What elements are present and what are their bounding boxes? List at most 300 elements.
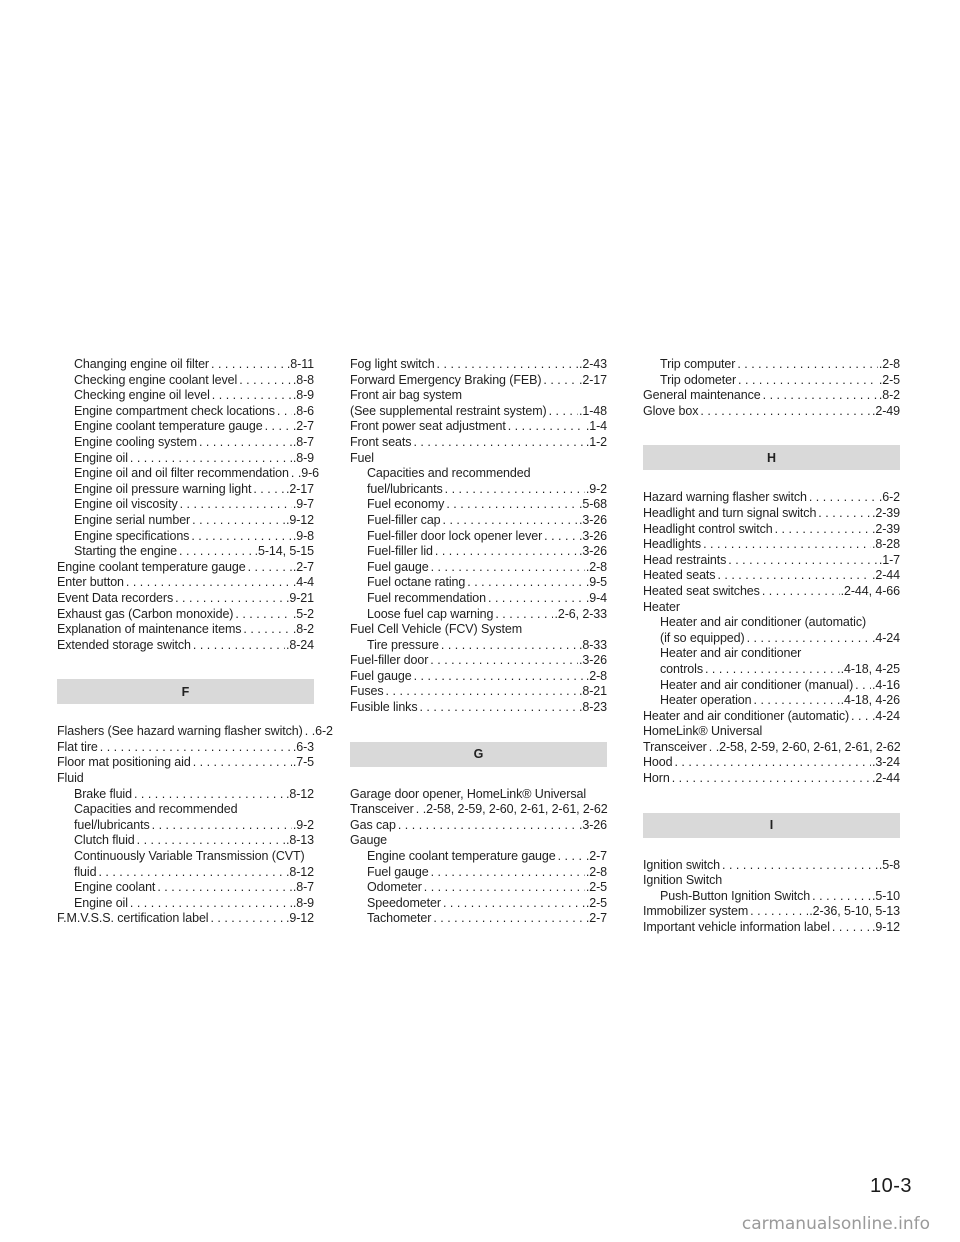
index-subentry — [57, 787, 314, 803]
entry-page-ref: .2-39 — [872, 505, 900, 520]
entry-text: Fluid — [57, 771, 84, 786]
index-entry — [350, 404, 607, 420]
entry-text: Immobilizer system — [643, 904, 749, 919]
entry-page-ref: .8-2 — [292, 622, 314, 637]
entry-page-ref: .4-24 — [872, 708, 900, 723]
entry-text: General maintenance — [643, 388, 761, 403]
index-entry — [57, 755, 314, 771]
index-entry — [350, 700, 607, 716]
index-entry — [643, 568, 900, 584]
entry-page-ref: .8-9 — [292, 895, 314, 910]
index-entry — [643, 771, 900, 787]
dot-leader — [431, 865, 585, 881]
entry-text: Fuel — [350, 450, 374, 465]
index-entry — [57, 771, 314, 787]
dot-leader — [175, 591, 285, 607]
index-subentry — [57, 497, 314, 513]
index-subentry — [57, 404, 314, 420]
entry-page-ref: .5-8 — [878, 857, 900, 872]
dot-leader — [419, 700, 578, 716]
entry-page-ref: .3-26 — [579, 653, 607, 668]
entry-text: Flashers (See hazard warning flasher switch) — [57, 724, 303, 739]
entry-text: Important vehicle information label — [643, 920, 830, 935]
index-subentry — [350, 575, 607, 591]
dot-leader — [243, 622, 291, 638]
entry-text: Trip computer — [660, 357, 736, 371]
index-subentry — [350, 560, 607, 576]
entry-text: Fuel gauge — [350, 668, 412, 683]
entry-text: Changing engine oil filter — [74, 357, 209, 371]
entry-text: Fuel-filler cap — [367, 512, 441, 527]
dot-leader — [446, 497, 578, 513]
entry-page-ref: .8-23 — [579, 700, 607, 715]
entry-text: Engine cooling system — [74, 434, 197, 449]
entry-page-ref: .9-7 — [292, 497, 314, 512]
dot-leader — [488, 591, 585, 607]
dot-leader — [235, 607, 291, 623]
entry-text: Brake fluid — [74, 786, 132, 801]
entry-text: Fuel recommendation — [367, 590, 486, 605]
entry-text: Ignition switch — [643, 857, 721, 872]
index-entry — [57, 724, 333, 740]
entry-page-ref: .8-6 — [292, 403, 314, 418]
entry-page-ref: .4-18, 4-25 — [840, 661, 900, 676]
entry-text: Event Data recorders — [57, 590, 174, 605]
dot-leader — [738, 373, 878, 389]
entry-page-ref: .5-10 — [872, 888, 900, 903]
index-entry — [350, 802, 607, 818]
dot-leader — [674, 755, 871, 771]
entry-text: fuel/lubricants — [367, 481, 443, 496]
entry-page-ref: .3-24 — [872, 755, 900, 770]
dot-leader — [398, 818, 578, 834]
entry-page-ref: .3-26 — [579, 544, 607, 559]
dot-leader — [508, 419, 585, 435]
entry-page-ref: .2-5 — [878, 372, 900, 387]
entry-text: Push-Button Ignition Switch — [660, 888, 811, 903]
index-subentry — [643, 357, 900, 373]
index-entry — [643, 724, 900, 740]
entry-text: Gas cap — [350, 817, 396, 832]
index-subentry — [643, 662, 900, 678]
entry-page-ref: .2-49 — [872, 403, 900, 418]
entry-page-ref: .2-7 — [292, 419, 314, 434]
entry-page-ref: .5-68 — [579, 497, 607, 512]
entry-page-ref: .9-4 — [585, 590, 607, 605]
entry-text: Transceiver — [643, 739, 707, 754]
index-entry — [57, 575, 314, 591]
index-subentry — [350, 466, 607, 482]
entry-text: Engine coolant temperature gauge — [367, 849, 556, 864]
entry-text: Engine coolant temperature gauge — [57, 559, 246, 574]
dot-leader — [157, 880, 292, 896]
entry-text: Transceiver — [350, 802, 414, 817]
entry-text: Engine serial number — [74, 512, 191, 527]
index-entry — [350, 833, 607, 849]
entry-page-ref: .9-12 — [286, 512, 314, 527]
index-entry — [643, 490, 900, 506]
entry-text: (if so equipped) — [660, 630, 745, 645]
index-subentry — [57, 466, 320, 482]
entry-text: Front air bag system — [350, 388, 462, 403]
entry-page-ref: .8-7 — [292, 434, 314, 449]
index-entry — [57, 560, 314, 576]
entry-text: Trip odometer — [660, 372, 737, 387]
entry-page-ref: .2-17 — [579, 372, 607, 387]
entry-page-ref: .1-2 — [585, 434, 607, 449]
entry-page-ref: .8-9 — [292, 450, 314, 465]
index-entry — [643, 709, 900, 725]
entry-page-ref: .3-26 — [579, 512, 607, 527]
entry-text: Heater and air conditioner (automatic) — [643, 708, 850, 723]
entry-text: Heated seats — [643, 568, 716, 583]
entry-page-ref: .9-8 — [292, 528, 314, 543]
entry-page-ref: .8-7 — [292, 880, 314, 895]
dot-leader — [130, 451, 292, 467]
dot-leader — [386, 684, 578, 700]
entry-text: Speedometer — [367, 895, 441, 910]
entry-page-ref: .6-3 — [292, 739, 314, 754]
entry-page-ref: .4-24 — [872, 630, 900, 645]
entry-page-ref: .2-44 — [872, 771, 900, 786]
index-entry — [57, 607, 314, 623]
section-letter-f — [57, 679, 314, 704]
site-watermark: carmanualsonline.info — [741, 1214, 930, 1234]
entry-text: Headlight control switch — [643, 521, 773, 536]
entry-text: Fuel Cell Vehicle (FCV) System — [350, 622, 523, 637]
dot-leader — [134, 787, 285, 803]
entry-text: Fuel octane rating — [367, 575, 466, 590]
dot-leader — [775, 522, 871, 538]
index-subentry — [350, 638, 607, 654]
entry-page-ref: .8-12 — [286, 786, 314, 801]
entry-text: Extended storage switch — [57, 637, 191, 652]
index-subentry — [57, 865, 314, 881]
entry-page-ref: .2-7 — [292, 559, 314, 574]
entry-text: Front seats — [350, 434, 412, 449]
dot-leader — [832, 920, 871, 936]
entry-text: Fuel economy — [367, 497, 445, 512]
index-subentry — [350, 880, 607, 896]
index-subentry — [350, 591, 607, 607]
index-entry — [643, 740, 900, 756]
entry-page-ref: .8-9 — [292, 388, 314, 403]
section-letter-label: I — [769, 818, 774, 833]
entry-text: Exhaust gas (Carbon monoxide) — [57, 606, 234, 621]
dot-leader — [130, 896, 292, 912]
index-subentry — [350, 529, 607, 545]
entry-page-ref: .9-12 — [872, 920, 900, 935]
dot-leader — [705, 662, 840, 678]
dot-leader — [703, 537, 871, 553]
index-subentry — [57, 849, 314, 865]
index-subentry — [57, 802, 314, 818]
entry-text: controls — [660, 661, 703, 676]
dot-leader — [441, 638, 578, 654]
entry-text: Tachometer — [367, 911, 432, 926]
entry-page-ref: .8-28 — [872, 537, 900, 552]
index-subentry — [57, 833, 314, 849]
dot-leader — [199, 435, 292, 451]
entry-page-ref: .2-7 — [585, 849, 607, 864]
index-column-2 — [350, 357, 607, 927]
entry-text: fluid — [74, 864, 97, 879]
dot-leader — [549, 404, 578, 420]
index-subentry — [643, 615, 900, 631]
dot-leader — [211, 357, 286, 373]
entry-page-ref: .2-8 — [585, 864, 607, 879]
dot-leader — [430, 653, 578, 669]
index-subentry — [57, 880, 314, 896]
dot-leader — [495, 607, 553, 623]
index-subentry — [643, 678, 900, 694]
dot-leader — [443, 513, 578, 529]
dot-leader — [812, 889, 871, 905]
dot-leader — [818, 506, 871, 522]
index-subentry — [350, 513, 607, 529]
index-entry — [57, 638, 314, 654]
entry-page-ref: .2-58, 2-59, 2-60, 2-61, 2-61, 2-62 — [715, 739, 901, 754]
index-entry — [350, 373, 607, 389]
entry-text: Odometer — [367, 880, 422, 895]
section-letter-i — [643, 813, 900, 838]
entry-text: Fusible links — [350, 700, 418, 715]
index-subentry — [643, 373, 900, 389]
entry-page-ref: .9-5 — [585, 575, 607, 590]
entry-page-ref: .2-7 — [585, 911, 607, 926]
dot-leader — [253, 482, 285, 498]
entry-page-ref: .8-24 — [286, 637, 314, 652]
dot-leader — [179, 544, 254, 560]
dot-leader — [431, 560, 585, 576]
index-subentry — [643, 646, 900, 662]
entry-page-ref: .9-2 — [292, 817, 314, 832]
dot-leader — [700, 404, 871, 420]
index-subentry — [350, 607, 607, 623]
index-subentry — [57, 529, 314, 545]
dot-leader — [414, 669, 585, 685]
entry-text: Clutch fluid — [74, 833, 135, 848]
index-subentry — [57, 357, 314, 373]
entry-text: Engine oil viscosity — [74, 497, 178, 512]
dot-leader — [265, 419, 292, 435]
entry-page-ref: .2-43 — [579, 357, 607, 371]
index-entry — [643, 553, 900, 569]
entry-page-ref: .8-13 — [286, 833, 314, 848]
entry-text: Fog light switch — [350, 357, 435, 371]
entry-text: Engine oil — [74, 895, 128, 910]
index-entry — [350, 787, 607, 803]
index-subentry — [350, 896, 607, 912]
entry-text: Floor mat positioning aid — [57, 755, 191, 770]
entry-text: Engine oil and oil filter recommendation — [74, 466, 289, 481]
entry-text: Glove box — [643, 403, 699, 418]
entry-text: Front power seat adjustment — [350, 419, 506, 434]
dot-leader — [762, 584, 840, 600]
dot-leader — [445, 482, 585, 498]
dot-leader — [855, 678, 871, 694]
index-subentry — [57, 419, 314, 435]
entry-page-ref: .2-36, 5-10, 5-13 — [809, 904, 900, 919]
dot-leader — [437, 357, 578, 373]
dot-leader — [809, 490, 878, 506]
index-entry — [350, 435, 607, 451]
entry-text: Checking engine oil level — [74, 388, 210, 403]
entry-text: Engine coolant — [74, 880, 156, 895]
index-entry — [643, 506, 900, 522]
entry-page-ref: .8-8 — [292, 372, 314, 387]
dot-leader — [424, 880, 585, 896]
dot-leader — [126, 575, 292, 591]
dot-leader — [137, 833, 285, 849]
dot-leader — [443, 896, 585, 912]
dot-leader — [763, 388, 878, 404]
dot-leader — [722, 858, 878, 874]
entry-page-ref: .9-2 — [585, 481, 607, 496]
entry-text: (See supplemental restraint system) — [350, 403, 547, 418]
index-entry — [643, 873, 900, 889]
entry-page-ref: .4-16 — [872, 677, 900, 692]
entry-text: Enter button — [57, 575, 124, 590]
index-entry — [643, 858, 900, 874]
entry-page-ref: .2-8 — [585, 668, 607, 683]
index-subentry — [350, 911, 607, 927]
entry-text: Fuel-filler door lock opener lever — [367, 528, 543, 543]
section-letter-h — [643, 445, 900, 470]
entry-page-ref: .9-12 — [286, 911, 314, 926]
index-entry — [57, 911, 314, 927]
dot-leader — [248, 560, 292, 576]
entry-text: Heater operation — [660, 693, 752, 708]
entry-page-ref: .9-21 — [286, 590, 314, 605]
index-entry — [350, 622, 607, 638]
dot-leader — [544, 529, 578, 545]
entry-page-ref: .8-12 — [286, 864, 314, 879]
entry-page-ref: .5-14, 5-15 — [254, 544, 314, 559]
entry-text: fuel/lubricants — [74, 817, 150, 832]
entry-page-ref: .2-44 — [872, 568, 900, 583]
entry-text: Hazard warning flasher switch — [643, 490, 807, 505]
entry-page-ref: .1-48 — [579, 403, 607, 418]
entry-page-ref: .2-8 — [878, 357, 900, 371]
index-entry — [643, 537, 900, 553]
index-subentry — [57, 896, 314, 912]
section-letter-label: H — [766, 450, 777, 465]
index-entry — [643, 920, 900, 936]
entry-page-ref: .6-2 — [311, 724, 333, 739]
entry-text: Hood — [643, 755, 673, 770]
dot-leader — [191, 529, 292, 545]
index-column-1 — [57, 357, 333, 927]
entry-text: Garage door opener, HomeLink® Universal — [350, 786, 586, 801]
dot-leader — [750, 904, 808, 920]
entry-text: Heater and air conditioner (manual) — [660, 677, 854, 692]
entry-text: Ignition Switch — [643, 873, 723, 888]
entry-page-ref: .8-11 — [286, 357, 314, 371]
dot-leader — [192, 513, 285, 529]
entry-page-ref: .2-58, 2-59, 2-60, 2-61, 2-61, 2-62 — [422, 802, 608, 817]
dot-leader — [754, 693, 840, 709]
entry-text: Capacities and recommended — [367, 466, 531, 481]
entry-text: Fuses — [350, 684, 384, 699]
entry-page-ref: .2-5 — [585, 895, 607, 910]
index-subentry — [57, 451, 314, 467]
index-entry — [350, 653, 607, 669]
index-subentry — [350, 865, 607, 881]
entry-page-ref: .2-17 — [286, 481, 314, 496]
index-subentry — [57, 435, 314, 451]
entry-page-ref: .4-4 — [292, 575, 314, 590]
dot-leader — [180, 497, 292, 513]
dot-leader — [672, 771, 871, 787]
entry-page-ref: .2-44, 4-66 — [840, 583, 900, 598]
entry-text: Forward Emergency Braking (FEB) — [350, 372, 542, 387]
entry-page-ref: .6-2 — [878, 490, 900, 505]
index-subentry — [350, 482, 607, 498]
entry-page-ref: .1-4 — [585, 419, 607, 434]
index-subentry — [350, 544, 607, 560]
index-subentry — [57, 818, 314, 834]
entry-text: Loose fuel cap warning — [367, 606, 494, 621]
entry-text: Headlight and turn signal switch — [643, 505, 817, 520]
index-subentry — [57, 373, 314, 389]
index-entry — [57, 591, 314, 607]
index-subentry — [350, 497, 607, 513]
dot-leader — [193, 638, 285, 654]
entry-page-ref: .2-6, 2-33 — [554, 606, 607, 621]
entry-page-ref: .7-5 — [292, 755, 314, 770]
entry-text: Headlights — [643, 537, 702, 552]
index-entry — [643, 522, 900, 538]
entry-text: Engine oil pressure warning light — [74, 481, 252, 496]
entry-text: Fuel-filler door — [350, 653, 429, 668]
entry-text: Explanation of maintenance items — [57, 622, 242, 637]
entry-text: HomeLink® Universal — [643, 724, 763, 739]
index-entry — [643, 404, 900, 420]
entry-text: F.M.V.S.S. certification label — [57, 911, 209, 926]
dot-leader — [747, 631, 871, 647]
dot-leader — [543, 373, 578, 389]
entry-text: Engine compartment check locations — [74, 403, 275, 418]
entry-text: Flat tire — [57, 739, 98, 754]
index-entry — [350, 684, 607, 700]
entry-page-ref: .8-33 — [579, 637, 607, 652]
entry-page-ref: .4-18, 4-26 — [840, 693, 900, 708]
entry-page-ref: .2-8 — [585, 559, 607, 574]
index-subentry — [643, 693, 900, 709]
page-number: 10-3 — [869, 1175, 912, 1197]
entry-text: Heater and air conditioner (automatic) — [660, 615, 867, 630]
entry-text: Heater and air conditioner — [660, 646, 802, 661]
entry-text: Continuously Variable Transmission (CVT) — [74, 849, 305, 864]
entry-text: Fuel-filler lid — [367, 544, 433, 559]
index-entry — [643, 600, 900, 616]
index-entry — [350, 451, 607, 467]
index-subentry — [643, 889, 900, 905]
entry-page-ref: .8-2 — [878, 388, 900, 403]
index-entry — [643, 584, 900, 600]
dot-leader — [728, 553, 878, 569]
index-subentry — [643, 631, 900, 647]
entry-text: Capacities and recommended — [74, 802, 238, 817]
index-column-3 — [643, 357, 900, 936]
entry-text: Heated seat switches — [643, 583, 760, 598]
index-entry — [643, 904, 900, 920]
index-entry — [350, 357, 607, 373]
dot-leader — [239, 373, 292, 389]
section-letter-label: F — [181, 684, 190, 699]
index-subentry — [57, 513, 314, 529]
